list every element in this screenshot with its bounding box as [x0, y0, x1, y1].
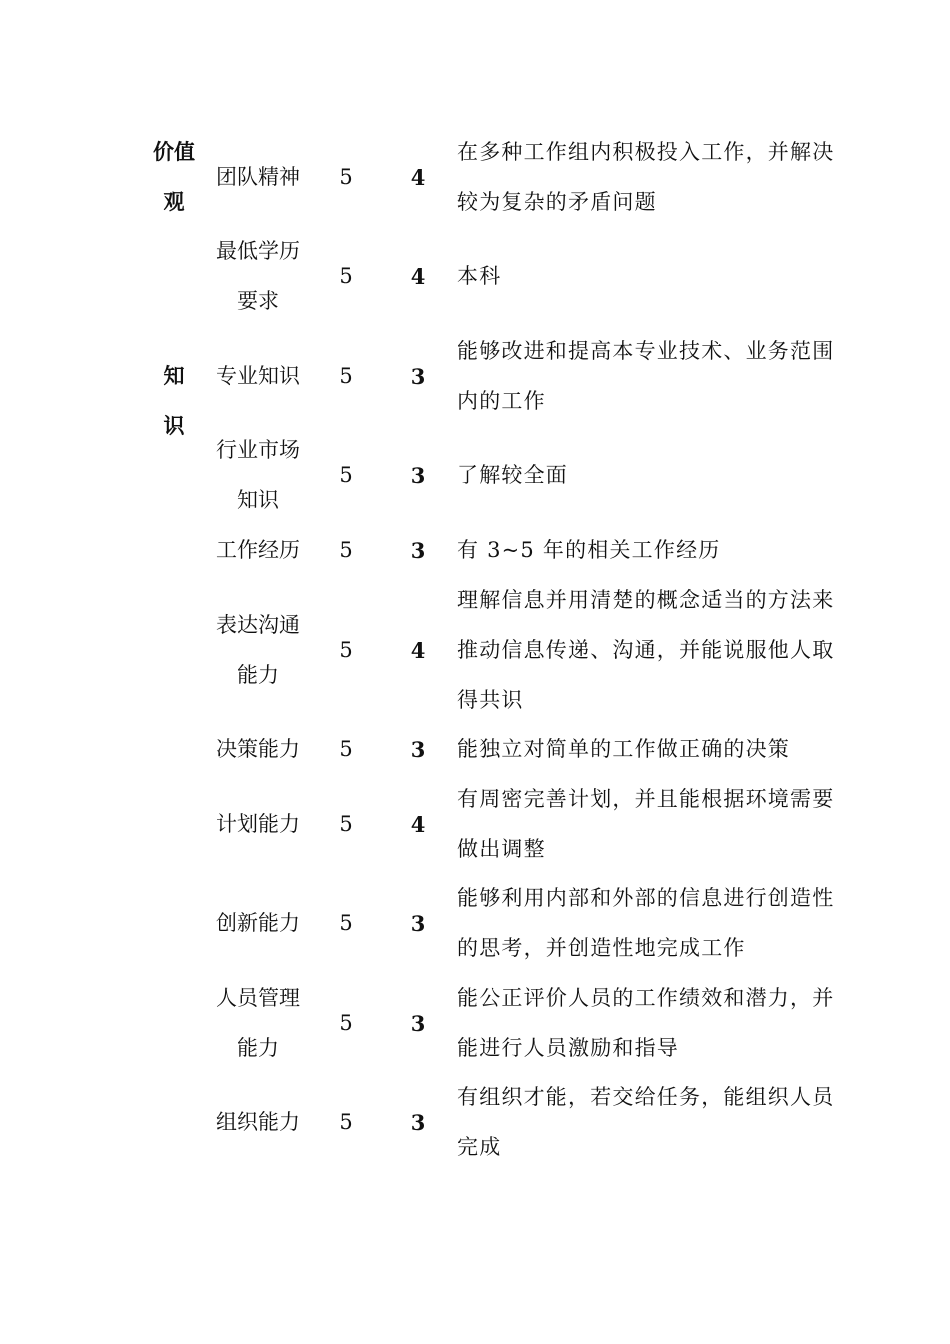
- row-7-description: [457, 724, 849, 774]
- category-knowledge: [150, 351, 198, 451]
- level-value: 4: [410, 637, 426, 663]
- competency-name-line: 能力: [237, 1036, 279, 1060]
- row-7-level: [398, 724, 438, 774]
- competency-name-line: 工作经历: [216, 538, 300, 562]
- description-line: 理解信息并用清楚的概念适当的方法来: [457, 588, 835, 612]
- row-9-level: [398, 873, 438, 973]
- row-5-name: [210, 525, 306, 575]
- description-line: 了解较全面: [457, 463, 568, 487]
- row-2-score: [326, 226, 366, 326]
- description-line: 推动信息传递、沟通，并能说服他人取: [457, 638, 835, 662]
- row-7-score: [326, 724, 366, 774]
- score-value: 5: [339, 264, 353, 288]
- competency-name-line: 计划能力: [216, 812, 300, 836]
- row-11-level: [398, 1072, 438, 1172]
- level-value: 3: [410, 1010, 426, 1036]
- description-line: 有组织才能，若交给任务，能组织人员: [457, 1085, 835, 1109]
- description-line: 能进行人员激励和指导: [457, 1036, 679, 1060]
- row-1-name: [210, 127, 306, 227]
- category-values: [150, 127, 198, 227]
- row-9-score: [326, 873, 366, 973]
- row-4-name: [210, 425, 306, 525]
- description-line: 能公正评价人员的工作绩效和潜力，并: [457, 986, 835, 1010]
- row-1-description: [457, 127, 849, 227]
- score-value: 5: [339, 538, 353, 562]
- level-value: 4: [410, 811, 426, 837]
- row-8-description: [457, 774, 849, 874]
- row-5-description: [457, 525, 849, 575]
- competency-name-line: 团队精神: [216, 165, 300, 189]
- score-value: 5: [339, 812, 353, 836]
- row-1-score: [326, 127, 366, 227]
- row-4-level: [398, 425, 438, 525]
- row-2-level: [398, 226, 438, 326]
- competency-name-line: 创新能力: [216, 911, 300, 935]
- row-11-score: [326, 1072, 366, 1172]
- description-line: 较为复杂的矛盾问题: [457, 190, 657, 214]
- row-10-name: [210, 973, 306, 1073]
- competency-name-line: 表达沟通: [216, 613, 300, 637]
- row-10-score: [326, 973, 366, 1073]
- level-value: 4: [410, 164, 426, 190]
- row-2-name: [210, 226, 306, 326]
- competency-name-line: 人员管理: [216, 986, 300, 1010]
- row-10-level: [398, 973, 438, 1073]
- score-value: 5: [339, 737, 353, 761]
- description-line: 完成: [457, 1135, 502, 1159]
- competency-name-line: 组织能力: [216, 1110, 300, 1134]
- row-3-score: [326, 326, 366, 426]
- description-line: 本科: [457, 264, 502, 288]
- row-1-level: [398, 127, 438, 227]
- level-value: 3: [410, 910, 426, 936]
- row-3-name: [210, 326, 306, 426]
- score-value: 5: [339, 463, 353, 487]
- row-3-description: [457, 326, 849, 426]
- score-value: 5: [339, 911, 353, 935]
- category-knowledge-line-1: 知: [163, 363, 185, 388]
- description-line: 的思考，并创造性地完成工作: [457, 936, 746, 960]
- row-4-description: [457, 425, 849, 525]
- row-8-score: [326, 774, 366, 874]
- row-11-name: [210, 1072, 306, 1172]
- category-values-line-1: 价值: [153, 139, 195, 164]
- score-value: 5: [339, 364, 353, 388]
- row-8-name: [210, 774, 306, 874]
- competency-name-line: 决策能力: [216, 737, 300, 761]
- competency-name-line: 专业知识: [216, 364, 300, 388]
- level-value: 3: [410, 363, 426, 389]
- row-6-level: [398, 575, 438, 725]
- row-7-name: [210, 724, 306, 774]
- row-6-score: [326, 575, 366, 725]
- competency-name-line: 能力: [237, 663, 279, 687]
- description-line: 能够利用内部和外部的信息进行创造性: [457, 886, 835, 910]
- competency-name-line: 知识: [237, 488, 279, 512]
- description-line: 在多种工作组内积极投入工作，并解决: [457, 140, 835, 164]
- description-line: 得共识: [457, 688, 524, 712]
- description-line: 内的工作: [457, 389, 546, 413]
- description-line: 能独立对简单的工作做正确的决策: [457, 737, 790, 761]
- row-10-description: [457, 973, 849, 1073]
- score-value: 5: [339, 1110, 353, 1134]
- row-5-level: [398, 525, 438, 575]
- description-line: 有周密完善计划，并且能根据环境需要: [457, 787, 835, 811]
- category-values-line-2: 观: [163, 189, 185, 214]
- level-value: 3: [410, 537, 426, 563]
- level-value: 3: [410, 462, 426, 488]
- description-line: 做出调整: [457, 837, 546, 861]
- row-6-description: [457, 575, 849, 725]
- competency-name-line: 最低学历: [216, 239, 300, 263]
- row-9-name: [210, 873, 306, 973]
- level-value: 3: [410, 1109, 426, 1135]
- row-6-name: [210, 575, 306, 725]
- level-value: 4: [410, 263, 426, 289]
- level-value: 3: [410, 736, 426, 762]
- score-value: 5: [339, 165, 353, 189]
- row-5-score: [326, 525, 366, 575]
- row-4-score: [326, 425, 366, 525]
- row-9-description: [457, 873, 849, 973]
- description-line: 有 3~5 年的相关工作经历: [457, 538, 721, 562]
- category-knowledge-line-2: 识: [163, 413, 185, 438]
- row-11-description: [457, 1072, 849, 1172]
- row-8-level: [398, 774, 438, 874]
- competency-name-line: 行业市场: [216, 438, 300, 462]
- row-2-description: [457, 226, 849, 326]
- score-value: 5: [339, 1011, 353, 1035]
- score-value: 5: [339, 638, 353, 662]
- competency-name-line: 要求: [237, 289, 279, 313]
- description-line: 能够改进和提高本专业技术、业务范围: [457, 339, 835, 363]
- row-3-level: [398, 326, 438, 426]
